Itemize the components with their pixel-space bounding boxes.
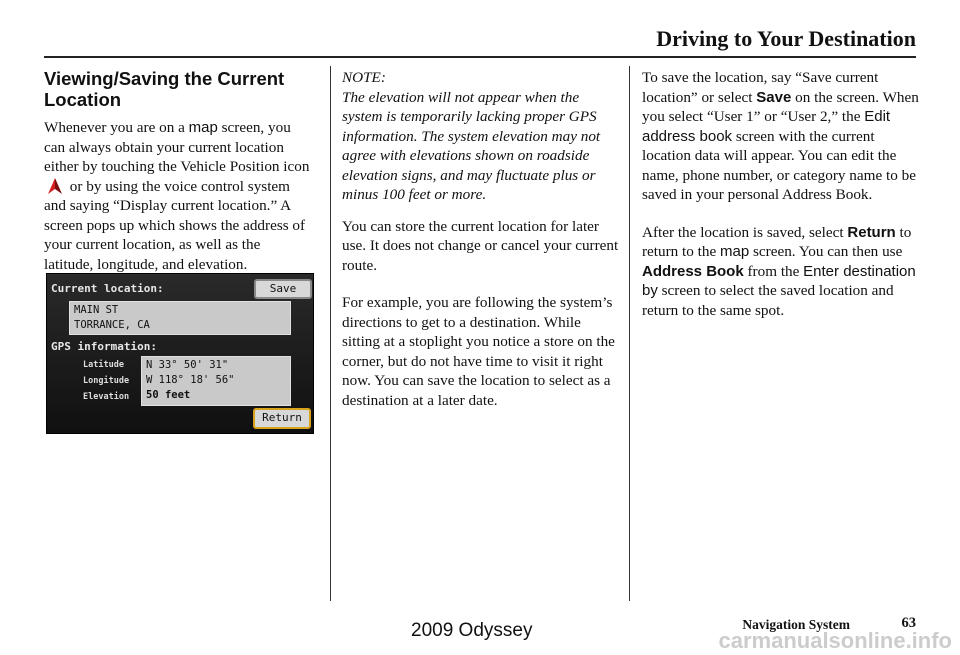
save-button[interactable]: Save <box>254 279 312 299</box>
column-1 <box>44 68 312 292</box>
page-number: 63 <box>901 615 916 631</box>
edit-address-book-ui-term: Edit address book <box>642 108 891 145</box>
vehicle-position-icon <box>47 178 63 194</box>
text: from the <box>743 262 804 280</box>
header-rule <box>44 56 916 58</box>
text: screen. You can then use <box>749 243 903 260</box>
return-ui-term: Return <box>847 223 896 241</box>
latitude-value: N 33° 50' 31" <box>146 359 229 371</box>
save-paragraph <box>642 68 920 205</box>
elevation-label: Elevation <box>83 392 130 402</box>
save-ui-term: Save <box>756 88 792 106</box>
current-location-label: Current location: <box>51 282 164 295</box>
column-2 <box>342 68 620 428</box>
latitude-label: Latitude <box>83 360 124 370</box>
address-line-1: MAIN ST <box>74 304 119 316</box>
text: to return to the <box>642 223 912 260</box>
address-book-ui-term: Address Book <box>642 262 744 280</box>
column-3 <box>642 68 920 338</box>
text: Whenever you are on a <box>44 119 189 136</box>
address-box <box>69 301 291 335</box>
gps-information-label: GPS information: <box>51 340 157 353</box>
example-paragraph: For example, you are following the system’s directions to get to a destination. While sitting at a stoplight you notice a store on the corner, but do not have time to visit it right now. You can save the location to select as a destination at a later date. <box>342 294 615 409</box>
return-paragraph <box>642 223 920 321</box>
text: screen to select the saved location and return to the same spot. <box>642 282 894 319</box>
store-paragraph: You can store the current location for later use. It does not change or cancel your current route. <box>342 217 619 274</box>
note-body: The elevation will not appear when the system is temporarily lacking proper GPS information. The system elevation may not agree with elevations shown on roadside elevation signs, and may fluctuate plus or minus 100 feet or more. <box>342 88 601 203</box>
text: To save the location, say “Save current location” or select <box>642 69 879 106</box>
longitude-label: Longitude <box>83 376 130 386</box>
enter-destination-ui-term: Enter destination by <box>642 262 916 299</box>
note-heading: NOTE: <box>342 69 386 86</box>
intro-paragraph <box>44 118 312 274</box>
map-ui-term: map <box>188 119 218 136</box>
site-watermark: carmanualsonline.info <box>718 628 952 653</box>
elevation-value: 50 feet <box>146 389 191 401</box>
nav-screen-image <box>46 273 314 434</box>
model-label: 2009 Odyssey <box>411 620 533 641</box>
column-divider-1 <box>330 66 331 601</box>
text: After the location is saved, select <box>642 223 848 241</box>
text: or by using the voice control system and saying “Display current location.” A screen pops up which shows the address of your current location, as well as the latitude, longitude, and elevation. <box>44 177 306 273</box>
section-title: Viewing/Saving the Current Location <box>44 68 285 110</box>
gps-values-box <box>141 356 291 406</box>
text: screen, you can always obtain your current location either by touching the Vehicle Position icon <box>44 119 310 175</box>
footer-nav-label: Navigation System <box>742 617 850 632</box>
map-ui-term: map <box>720 243 750 260</box>
column-divider-2 <box>629 66 630 601</box>
text: screen with the current location data will appear. You can edit the name, phone number, or category name to be saved in your personal Address Book. <box>642 127 916 203</box>
page-header-title: Driving to Your Destination <box>656 26 916 51</box>
text: on the screen. When you select “User 1” or “User 2,” the <box>642 88 919 125</box>
longitude-value: W 118° 18' 56" <box>146 374 235 386</box>
return-button[interactable]: Return <box>253 408 311 429</box>
address-line-2: TORRANCE, CA <box>74 319 150 331</box>
